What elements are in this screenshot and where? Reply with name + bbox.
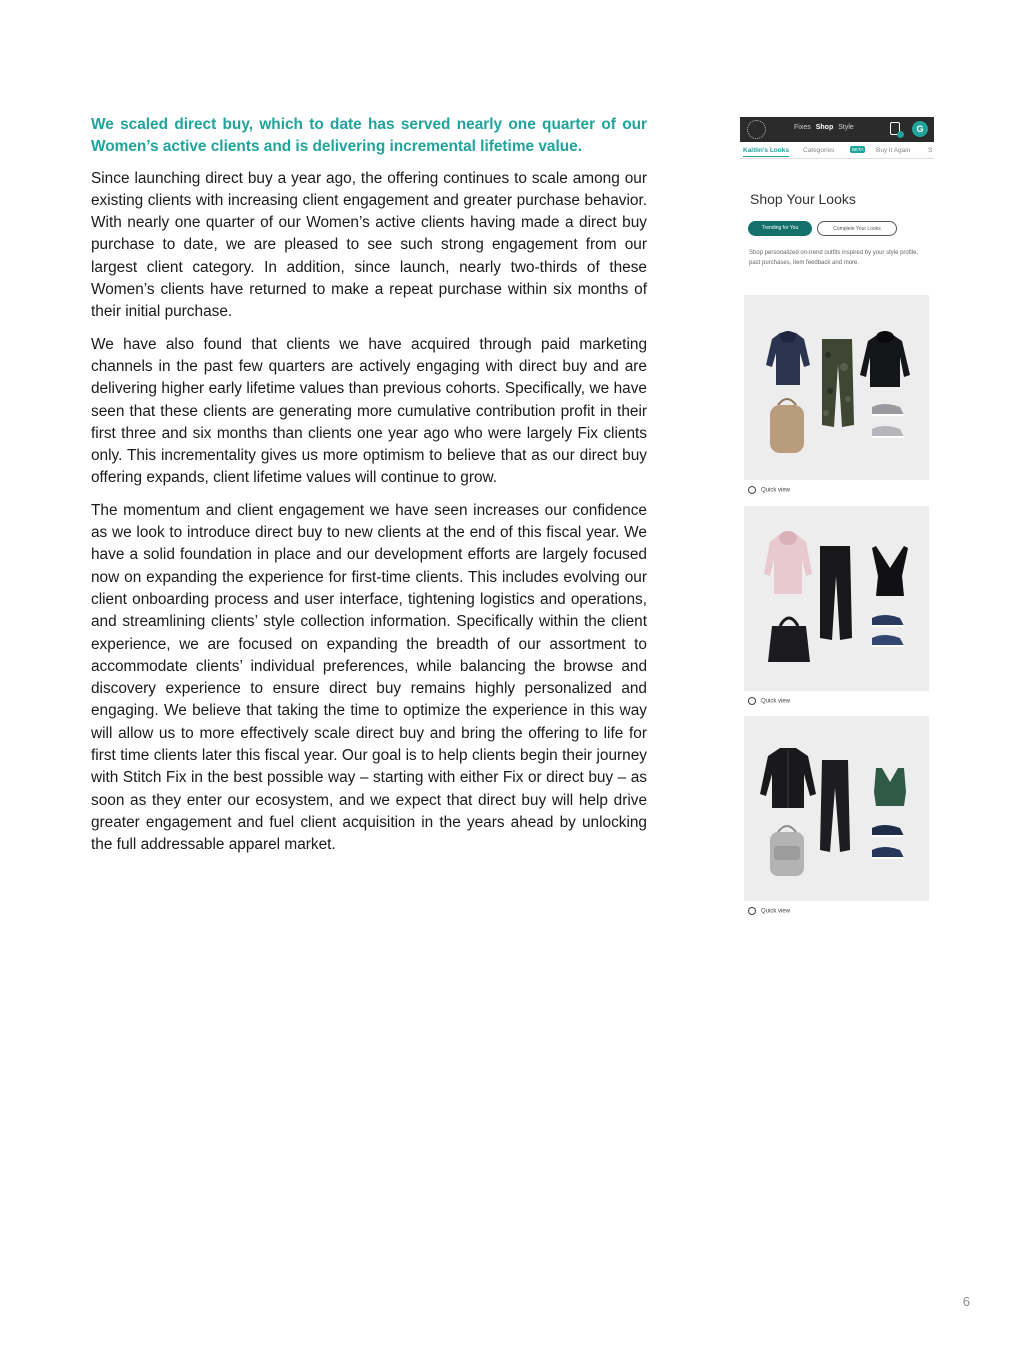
section-heading: We scaled direct buy, which to date has served nearly one quarter of our Women’s active clients and is delivering incremental lifetime value. [91, 116, 647, 156]
grey-backpack [770, 826, 804, 876]
tab-kaitlins-looks[interactable]: Kaitlin's Looks [743, 147, 789, 157]
black-leggings [820, 760, 850, 852]
black-sports-bra [872, 546, 908, 596]
tab-categories[interactable]: Categories [803, 147, 835, 154]
navy-sneakers [872, 825, 904, 859]
grey-sneakers [872, 404, 904, 438]
quick-view-link[interactable]: Quick view [748, 697, 790, 705]
pill-complete-your-looks[interactable]: Complete Your Looks [817, 221, 897, 236]
nav-fixes[interactable]: Fixes [794, 124, 811, 131]
look-1-outfit [744, 295, 929, 480]
navy-sneakers [872, 615, 904, 647]
look-card[interactable] [744, 716, 929, 901]
shop-sub-nav [740, 142, 934, 159]
tan-backpack [770, 399, 804, 453]
paragraph-3: The momentum and client engagement we have seen increases our confidence as we look to introduce direct buy to new clients at the end of this fiscal year. We have a solid foundation in place and our development efforts are largely focused now on expanding the experience for first-time clients. This includes evolving our client onboarding process and user interface, tightening logistics and operations, and streamlining clients’ style collection information. Specifically within the client experience, we are focused on expanding the breadth of our assortment to accommodate clients’ individual preferences, while balancing the browse and discovery experience to ensure direct buy remains highly personalized and engaging. We believe that taking the time to optimize the experience in this way will allow us to more effectively scale direct buy and bring the offering to life for first time clients later this fiscal year. Our goal is to help clients begin their journey with Stitch Fix in the best possible way – starting with either Fix or direct buy – as soon as they enter our ecosystem, and we expect that direct buy will help drive greater engagement and fuel client acquisition in the years ahead by unlocking the full addressable apparel market. [91, 501, 647, 854]
shop-description: Shop personalized on-trend outfits inspired by your style profile, past purchases, item feedback and more. [749, 250, 919, 266]
paragraph-2: We have also found that clients we have acquired through paid marketing channels in the past few quarters are actively engaging with direct buy and are delivering higher early lifetime values than previous cohorts. Specifically, we have seen that these clients are generating more cumulative contribution profit in their first three and six months than clients one year ago who were largely Fix clients only. This incrementality gives us more optimism to believe that as our direct buy offering expands, client lifetime values will continue to grow. [91, 335, 647, 487]
stitch-fix-logo-icon[interactable] [747, 120, 766, 139]
black-tote-bag [768, 618, 810, 662]
article [91, 114, 647, 867]
beta-badge: BETA [852, 147, 864, 152]
look-card[interactable] [744, 295, 929, 480]
black-joggers [820, 546, 852, 640]
pink-hoodie [764, 531, 812, 594]
black-anorak-jacket [860, 331, 910, 387]
green-sports-bra [874, 768, 906, 806]
avatar[interactable]: G [912, 121, 928, 137]
tab-buy-it-again[interactable]: Buy it Again [876, 147, 911, 154]
app-nav [794, 124, 859, 131]
tag-icon [748, 907, 756, 915]
quick-view-link[interactable]: Quick view [748, 486, 790, 494]
bag-badge [897, 131, 904, 138]
black-zip-jacket [760, 748, 816, 808]
nav-style[interactable]: Style [838, 124, 854, 131]
nav-shop[interactable]: Shop [815, 124, 834, 131]
paragraph-1: Since launching direct buy a year ago, the offering continues to scale among our existing clients with increasing client engagement and greater purchase behavior. With nearly one quarter of our Women’s active clients having made a direct buy purchase to date, we are pleased to see such strong engagement from our largest client category. In addition, since launch, nearly two-thirds of these Women’s clients have returned to make a repeat purchase within six months of their initial purchase. [91, 169, 647, 321]
look-card[interactable] [744, 506, 929, 691]
look-3-outfit [744, 716, 929, 901]
app-screenshot [740, 117, 934, 927]
quick-view-link[interactable]: Quick view [748, 907, 790, 915]
tab-cut-off[interactable]: S [928, 147, 933, 154]
pill-trending-for-you[interactable]: Trending for You [748, 221, 812, 236]
page-title: Shop Your Looks [750, 191, 856, 207]
look-2-outfit [744, 506, 929, 691]
navy-hoodie [766, 331, 810, 385]
tag-icon [748, 697, 756, 705]
page-number: 6 [962, 1294, 970, 1309]
app-top-bar [740, 117, 934, 142]
camo-jogger-pants [822, 339, 854, 427]
tag-icon [748, 486, 756, 494]
